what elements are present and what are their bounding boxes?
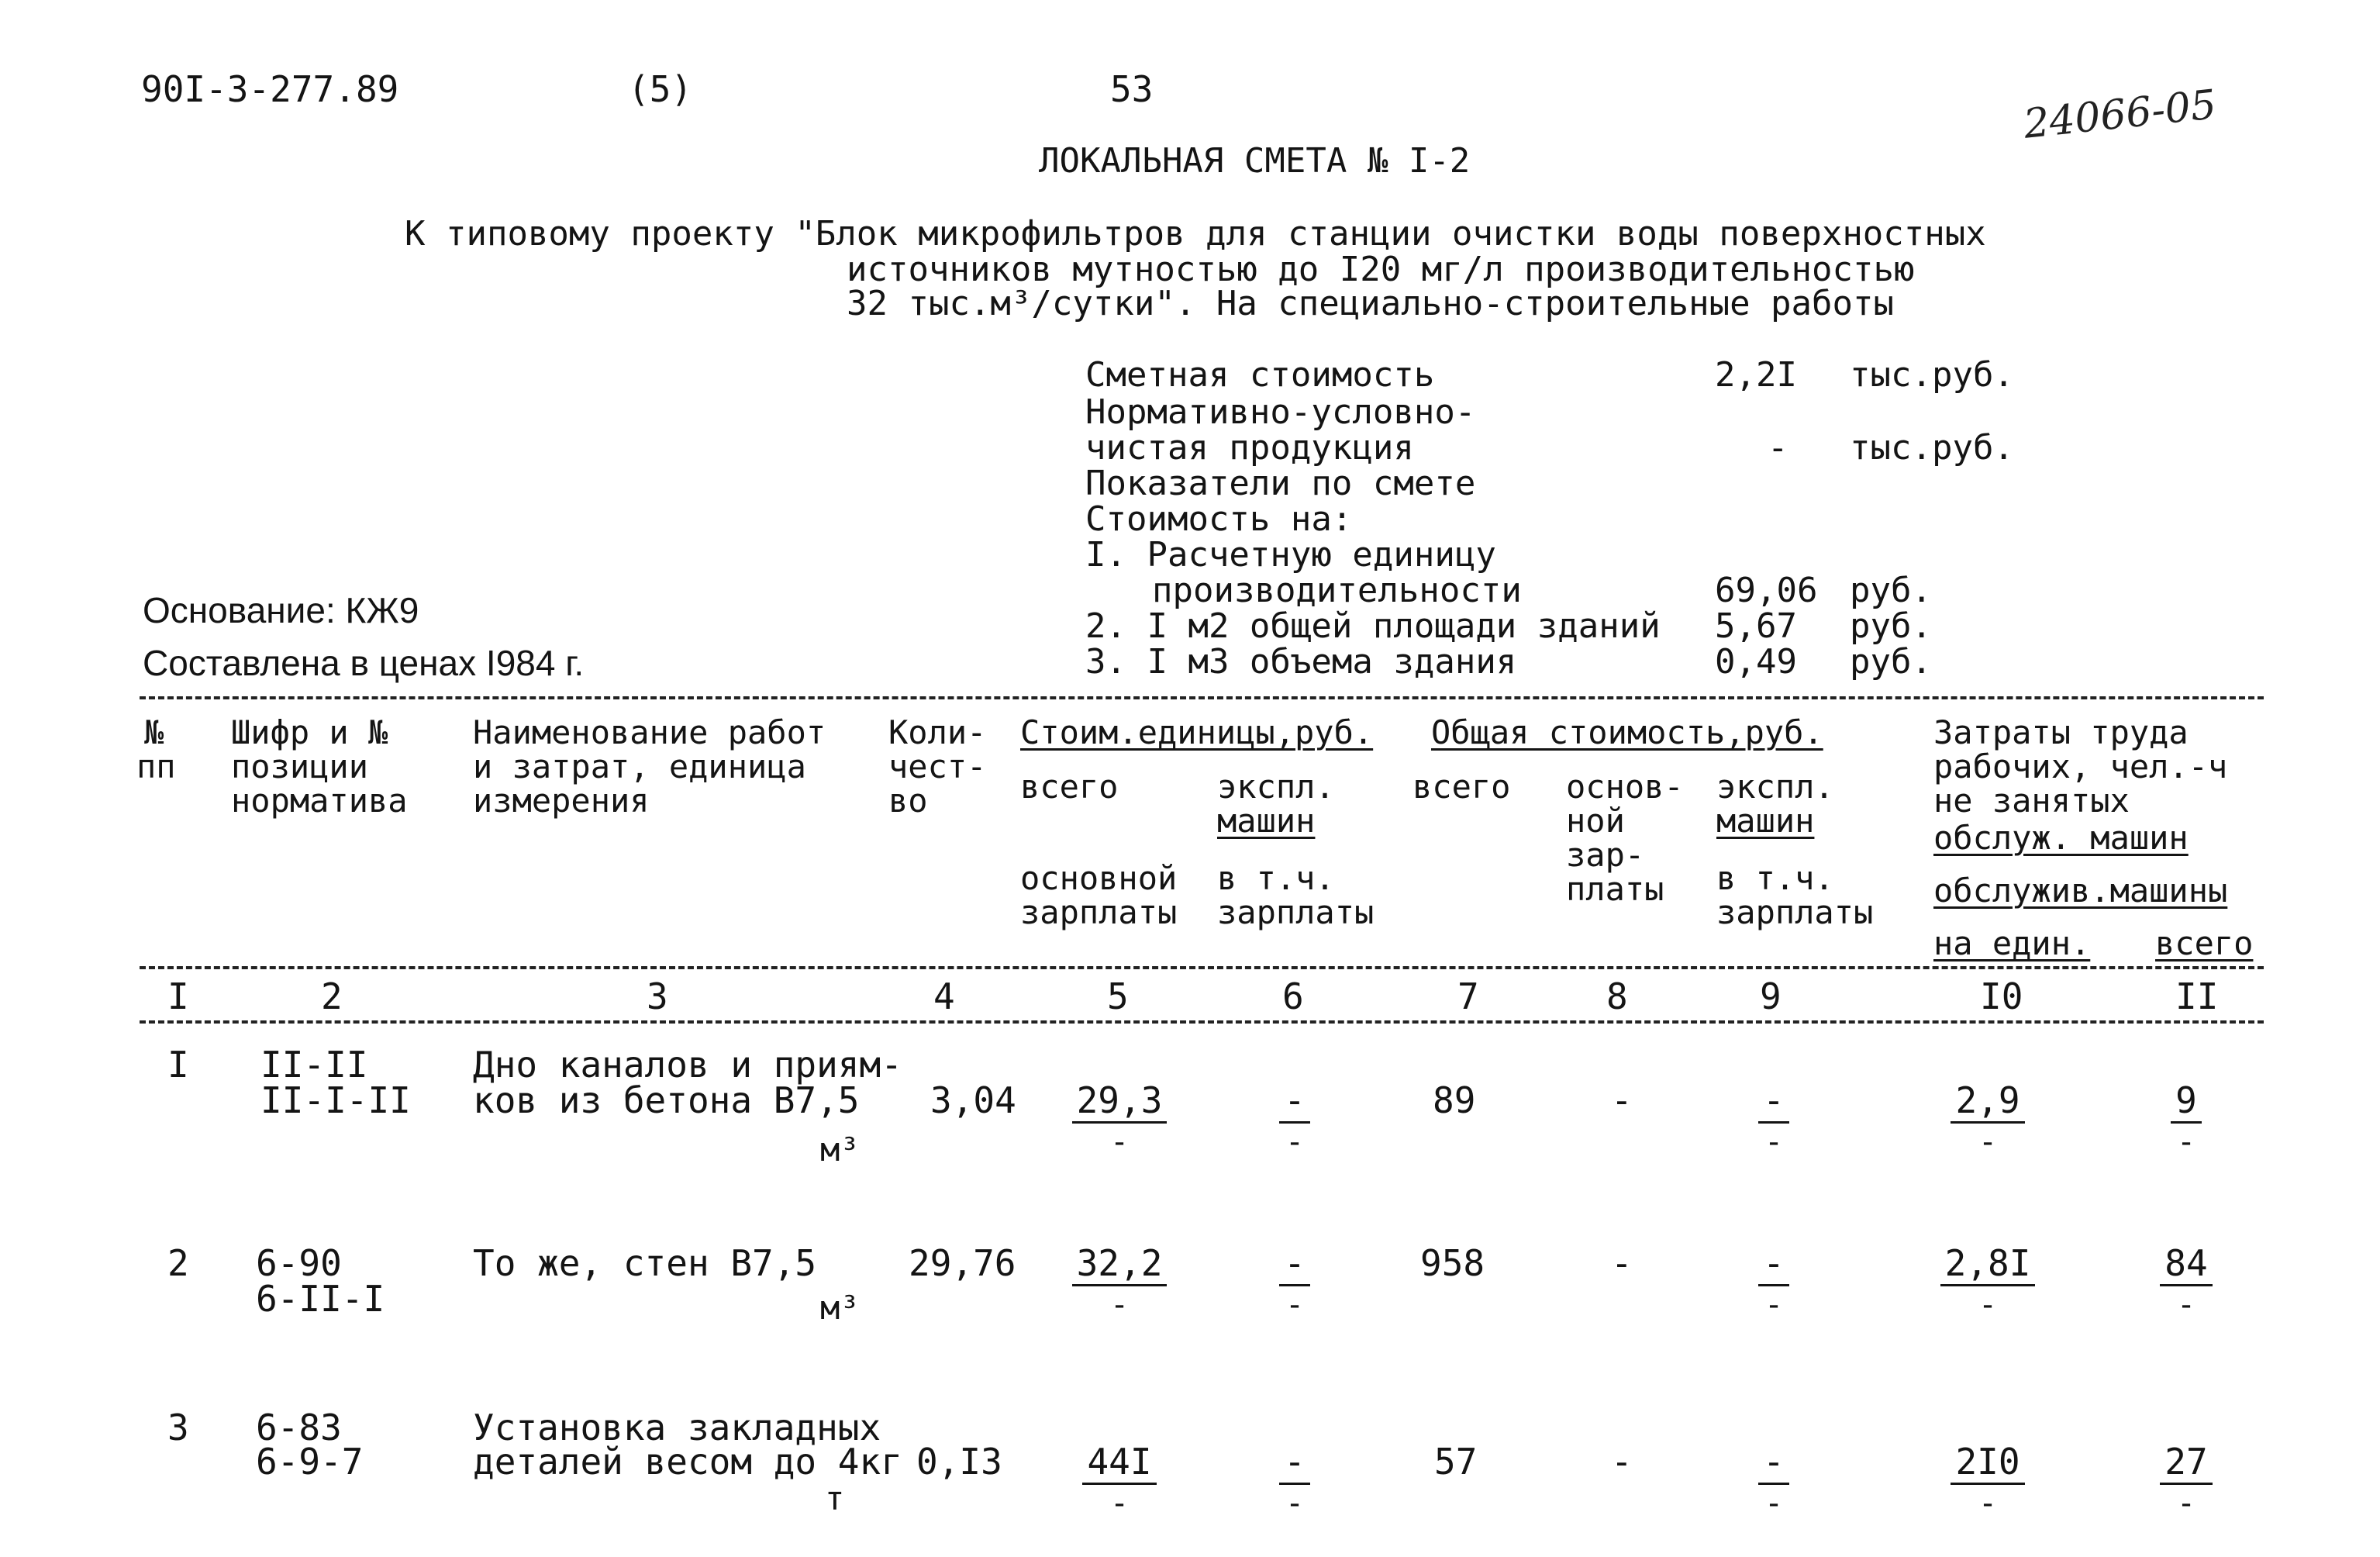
header-mach-a: экспл. — [1716, 768, 1834, 806]
indicator-1-value: 69,06 — [1715, 571, 1818, 610]
nup-value: - — [1768, 428, 1788, 468]
estimated-cost-unit: тыс.руб. — [1850, 355, 2014, 395]
cost-per-label: Стоимость на: — [1085, 499, 1353, 539]
sheet-number: (5) — [628, 68, 693, 110]
header-unit-mach-wages-b: зарплаты — [1217, 893, 1375, 931]
row-name-1: Установка закладных — [473, 1407, 881, 1448]
header-num-a: № — [144, 713, 164, 751]
row-unit-total: 29,3 - — [1065, 1082, 1174, 1158]
row-quantity: 29,76 — [909, 1242, 1016, 1284]
row-name-1: Дно каналов и приям- — [473, 1044, 902, 1086]
row-number: I — [167, 1044, 189, 1086]
row-labor-unit: 2,8I - — [1933, 1245, 2042, 1321]
indicator-1-unit: руб. — [1850, 571, 1932, 610]
row-unit: м³ — [820, 1289, 860, 1327]
row-unit-total: 32,2 - — [1065, 1245, 1174, 1321]
row-name-2: ков из бетона В7,5 — [473, 1079, 860, 1121]
indicator-2-label: 2. I м2 общей площади зданий — [1085, 606, 1661, 646]
document-code: 90I-3-277.89 — [141, 68, 399, 110]
header-wages-b: ной — [1566, 802, 1625, 840]
header-code-a: Шифр и № — [231, 713, 388, 751]
row-total: 958 — [1420, 1242, 1485, 1284]
column-number: 6 — [1282, 975, 1304, 1017]
header-total-cost: Общая стоимость,руб. — [1431, 713, 1823, 751]
header-unit-cost: Стоим.единицы,руб. — [1020, 713, 1374, 751]
indicators-label: Показатели по смете — [1085, 464, 1476, 503]
row-total: 57 — [1434, 1441, 1478, 1483]
row-name-1: То же, стен В7,5 — [473, 1242, 817, 1284]
row-unit-machines: - - — [1240, 1082, 1349, 1158]
header-unit-mach-wages-a: в т.ч. — [1217, 859, 1335, 897]
header-unit-wages-b: зарплаты — [1020, 893, 1178, 931]
nup-label-2: чистая продукция — [1085, 428, 1414, 468]
header-name-c: измерения — [473, 782, 650, 820]
header-total-all: всего — [1412, 768, 1511, 806]
row-labor-unit: 2,9 - — [1933, 1082, 2042, 1158]
row-unit-machines: - - — [1240, 1245, 1349, 1321]
row-quantity: 3,04 — [930, 1079, 1016, 1121]
row-wages: - — [1611, 1242, 1633, 1284]
basis-label: Основание: КЖ9 — [143, 590, 419, 630]
row-unit: т — [825, 1479, 845, 1517]
row-wages: - — [1611, 1441, 1633, 1483]
column-number: I0 — [1980, 975, 2023, 1017]
indicator-3-value: 0,49 — [1715, 642, 1797, 682]
estimated-cost-label: Сметная стоимость — [1085, 355, 1435, 395]
row-quantity: 0,I3 — [916, 1441, 1002, 1483]
header-wages-c: зар- — [1566, 836, 1645, 874]
row-machines: - - — [1719, 1444, 1828, 1519]
estimated-cost-value: 2,2I — [1715, 355, 1797, 395]
row-number: 3 — [167, 1407, 189, 1448]
prices-label: Составлена в ценах I984 г. — [143, 643, 585, 683]
nup-label-1: Нормативно-условно- — [1085, 392, 1476, 432]
row-labor-total: 84 - — [2132, 1245, 2240, 1321]
column-number: 4 — [933, 975, 955, 1017]
row-machines: - - — [1719, 1082, 1828, 1158]
header-name-a: Наименование работ — [473, 713, 826, 751]
header-code-c: норматива — [231, 782, 408, 820]
table-top-rule — [140, 696, 2264, 699]
header-unit-mach-a: экспл. — [1217, 768, 1335, 806]
column-number: 2 — [321, 975, 343, 1017]
column-number: 9 — [1760, 975, 1782, 1017]
header-labor-5: обслужив.машины — [1933, 872, 2228, 910]
column-number: 8 — [1606, 975, 1628, 1017]
header-labor-1: Затраты труда — [1933, 713, 2189, 751]
header-unit-wages-a: основной — [1020, 859, 1178, 897]
row-labor-total: 27 - — [2132, 1444, 2240, 1519]
indicator-3-label: 3. I м3 объема здания — [1085, 642, 1517, 682]
column-number: 3 — [647, 975, 668, 1017]
row-name-2: деталей весом до 4кг — [473, 1441, 902, 1483]
indicator-2-unit: руб. — [1850, 606, 1932, 646]
indicator-1-label-b: производительности — [1152, 571, 1522, 610]
subtitle-line-1: К типовому проекту "Блок микрофильтров для станции очистки воды поверхностных — [405, 214, 1986, 254]
nup-unit: тыс.руб. — [1850, 428, 2014, 468]
row-unit-machines: - - — [1240, 1444, 1349, 1519]
indicator-3-unit: руб. — [1850, 642, 1932, 682]
header-wages-a: основ- — [1566, 768, 1684, 806]
row-code-1: 6-90 — [256, 1242, 342, 1284]
row-code-2: II-I-II — [260, 1079, 411, 1121]
row-labor-unit: 2I0 - — [1933, 1444, 2042, 1519]
header-qty-c: во — [888, 782, 928, 820]
row-wages: - — [1611, 1079, 1633, 1121]
column-number: I — [167, 975, 189, 1017]
subtitle-line-2: источников мутностью до I20 мг/л производительностью — [847, 250, 1915, 289]
column-number: II — [2175, 975, 2219, 1017]
handwritten-stamp: 24066-05 — [2021, 81, 2219, 148]
header-name-b: и затрат, единица — [473, 747, 806, 785]
column-numbers-rule — [140, 1020, 2264, 1024]
column-number: 7 — [1457, 975, 1479, 1017]
header-code-b: позиции — [231, 747, 369, 785]
row-number: 2 — [167, 1242, 189, 1284]
row-code-2: 6-9-7 — [256, 1441, 364, 1483]
row-code-2: 6-II-I — [256, 1278, 385, 1320]
row-unit: м³ — [820, 1131, 860, 1169]
header-labor-3: не занятых — [1933, 782, 2130, 820]
header-mach-wages-b: зарплаты — [1716, 893, 1874, 931]
header-rule — [140, 966, 2264, 969]
header-qty-b: чест- — [888, 747, 987, 785]
subtitle-line-3: 32 тыс.м³/сутки". На специально-строительные работы — [847, 284, 1895, 323]
row-code-1: 6-83 — [256, 1407, 342, 1448]
row-total: 89 — [1433, 1079, 1476, 1121]
header-mach-wages-a: в т.ч. — [1716, 859, 1834, 897]
header-qty-a: Коли- — [888, 713, 987, 751]
header-labor-total: всего — [2155, 924, 2254, 962]
row-labor-total: 9 - — [2132, 1082, 2240, 1158]
row-code-1: II-II — [260, 1044, 368, 1086]
header-wages-d: платы — [1566, 870, 1664, 908]
page-number: 53 — [1110, 68, 1154, 110]
header-labor-unit: на един. — [1933, 924, 2091, 962]
indicator-1-label-a: I. Расчетную единицу — [1085, 535, 1496, 575]
row-unit-total: 44I - — [1065, 1444, 1174, 1519]
header-labor-2: рабочих, чел.-ч — [1933, 747, 2228, 785]
column-number: 5 — [1107, 975, 1129, 1017]
row-machines: - - — [1719, 1245, 1828, 1321]
header-mach-b: машин — [1716, 802, 1815, 840]
header-unit-mach-b: машин — [1217, 802, 1316, 840]
header-labor-4: обслуж. машин — [1933, 819, 2189, 857]
indicator-2-value: 5,67 — [1715, 606, 1797, 646]
header-unit-total: всего — [1020, 768, 1119, 806]
document-title: ЛОКАЛЬНАЯ СМЕТА № I-2 — [1039, 141, 1471, 181]
header-num-b: пп — [136, 747, 176, 785]
